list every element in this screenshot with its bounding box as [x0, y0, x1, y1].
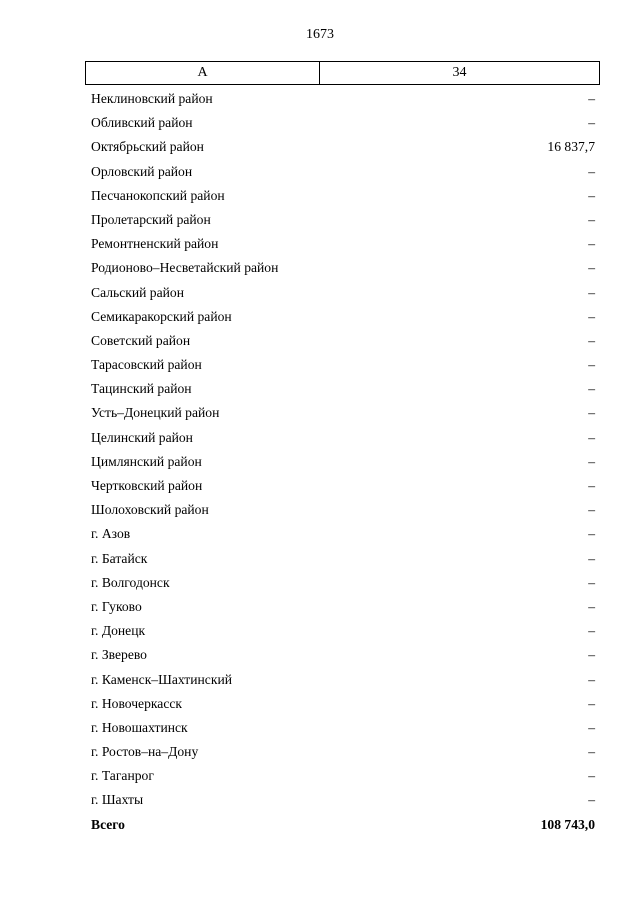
row-value: –	[588, 502, 595, 518]
row-name: г. Волгодонск	[91, 574, 170, 590]
row-value: –	[588, 115, 595, 131]
row-name: Песчанокопский район	[91, 187, 225, 203]
table-row	[91, 571, 595, 595]
row-value: –	[588, 91, 595, 106]
page-number: 1673	[306, 27, 334, 42]
table-row	[91, 498, 595, 522]
row-value: –	[588, 623, 595, 639]
row-value: –	[588, 284, 595, 300]
table-row	[91, 595, 595, 619]
row-name: г. Ростов–на–Дону	[91, 744, 199, 760]
row-value: –	[588, 187, 595, 203]
row-name: Шолоховский район	[91, 502, 209, 518]
table-row	[91, 329, 595, 353]
table-row	[91, 450, 595, 474]
row-value: –	[588, 381, 595, 397]
row-name: г. Новошахтинск	[91, 719, 188, 735]
table-row	[91, 788, 595, 812]
table-row	[91, 184, 595, 208]
table-row	[91, 668, 595, 692]
table-row	[91, 716, 595, 740]
row-value: –	[588, 211, 595, 227]
table-row	[91, 764, 595, 788]
row-name: г. Зверево	[91, 647, 147, 663]
table-row	[91, 281, 595, 305]
table-row	[91, 474, 595, 498]
row-name: Усть–Донецкий район	[91, 405, 220, 421]
row-value: –	[588, 550, 595, 566]
row-name: Орловский район	[91, 163, 193, 179]
row-name: Цимлянский район	[91, 453, 202, 469]
table-row	[91, 522, 595, 546]
table-row	[91, 692, 595, 716]
table-row	[91, 87, 595, 111]
row-value: –	[588, 478, 595, 493]
row-value: –	[588, 163, 595, 179]
column-header-a: А	[86, 62, 320, 84]
row-name: Родионово–Несветайский район	[91, 260, 279, 276]
row-value: –	[588, 574, 595, 590]
row-value: 16 837,7	[547, 139, 595, 155]
table-row	[91, 426, 595, 450]
row-name: Обливский район	[91, 115, 193, 131]
row-value: –	[588, 671, 595, 687]
row-value: –	[588, 526, 595, 542]
row-name: г. Батайск	[91, 550, 148, 566]
table-body	[91, 87, 595, 837]
row-value: –	[588, 768, 595, 784]
row-value: –	[588, 260, 595, 276]
table-row	[91, 256, 595, 280]
row-value: –	[588, 695, 595, 711]
row-value: –	[588, 429, 595, 445]
column-header-34: 34	[452, 65, 467, 80]
row-name: Семикаракорский район	[91, 308, 232, 324]
row-name: Тарасовский район	[91, 357, 202, 373]
row-value: –	[588, 792, 595, 808]
table-row	[91, 547, 595, 571]
row-name: Октябрьский район	[91, 139, 204, 155]
row-name: Сальский район	[91, 284, 184, 300]
row-name: г. Таганрог	[91, 768, 154, 784]
total-row	[91, 813, 595, 837]
row-value: –	[588, 744, 595, 760]
table-row	[91, 740, 595, 764]
row-name: Целинский район	[91, 429, 193, 445]
row-value: –	[588, 598, 595, 614]
row-value: –	[588, 236, 595, 252]
total-label: Всего	[91, 816, 125, 832]
table-row	[91, 232, 595, 256]
table-header	[85, 61, 600, 85]
row-value: –	[588, 332, 595, 348]
row-value: –	[588, 647, 595, 663]
table-row	[91, 619, 595, 643]
table-row	[91, 401, 595, 425]
table-row	[91, 208, 595, 232]
table-row	[91, 377, 595, 401]
row-value: –	[588, 308, 595, 324]
row-name: Советский район	[91, 332, 191, 348]
row-name: г. Гуково	[91, 598, 142, 614]
table-row	[91, 305, 595, 329]
row-name: г. Новочеркасск	[91, 695, 182, 711]
row-value: –	[588, 357, 595, 373]
row-name: Ремонтненский район	[91, 236, 219, 252]
row-value: –	[588, 719, 595, 735]
row-name: Неклиновский район	[91, 91, 213, 106]
row-value: –	[588, 405, 595, 421]
row-name: Чертковский район	[91, 478, 203, 493]
row-name: Пролетарский район	[91, 211, 211, 227]
row-name: г. Донецк	[91, 623, 146, 639]
row-name: г. Каменск–Шахтинский	[91, 671, 232, 687]
table-row	[91, 135, 595, 159]
table-row	[91, 111, 595, 135]
table-row	[91, 160, 595, 184]
total-value: 108 743,0	[540, 816, 595, 832]
row-value: –	[588, 453, 595, 469]
row-name: г. Азов	[91, 526, 131, 542]
table-row	[91, 353, 595, 377]
row-name: Тацинский район	[91, 381, 192, 397]
row-name: г. Шахты	[91, 792, 144, 808]
table-row	[91, 643, 595, 667]
